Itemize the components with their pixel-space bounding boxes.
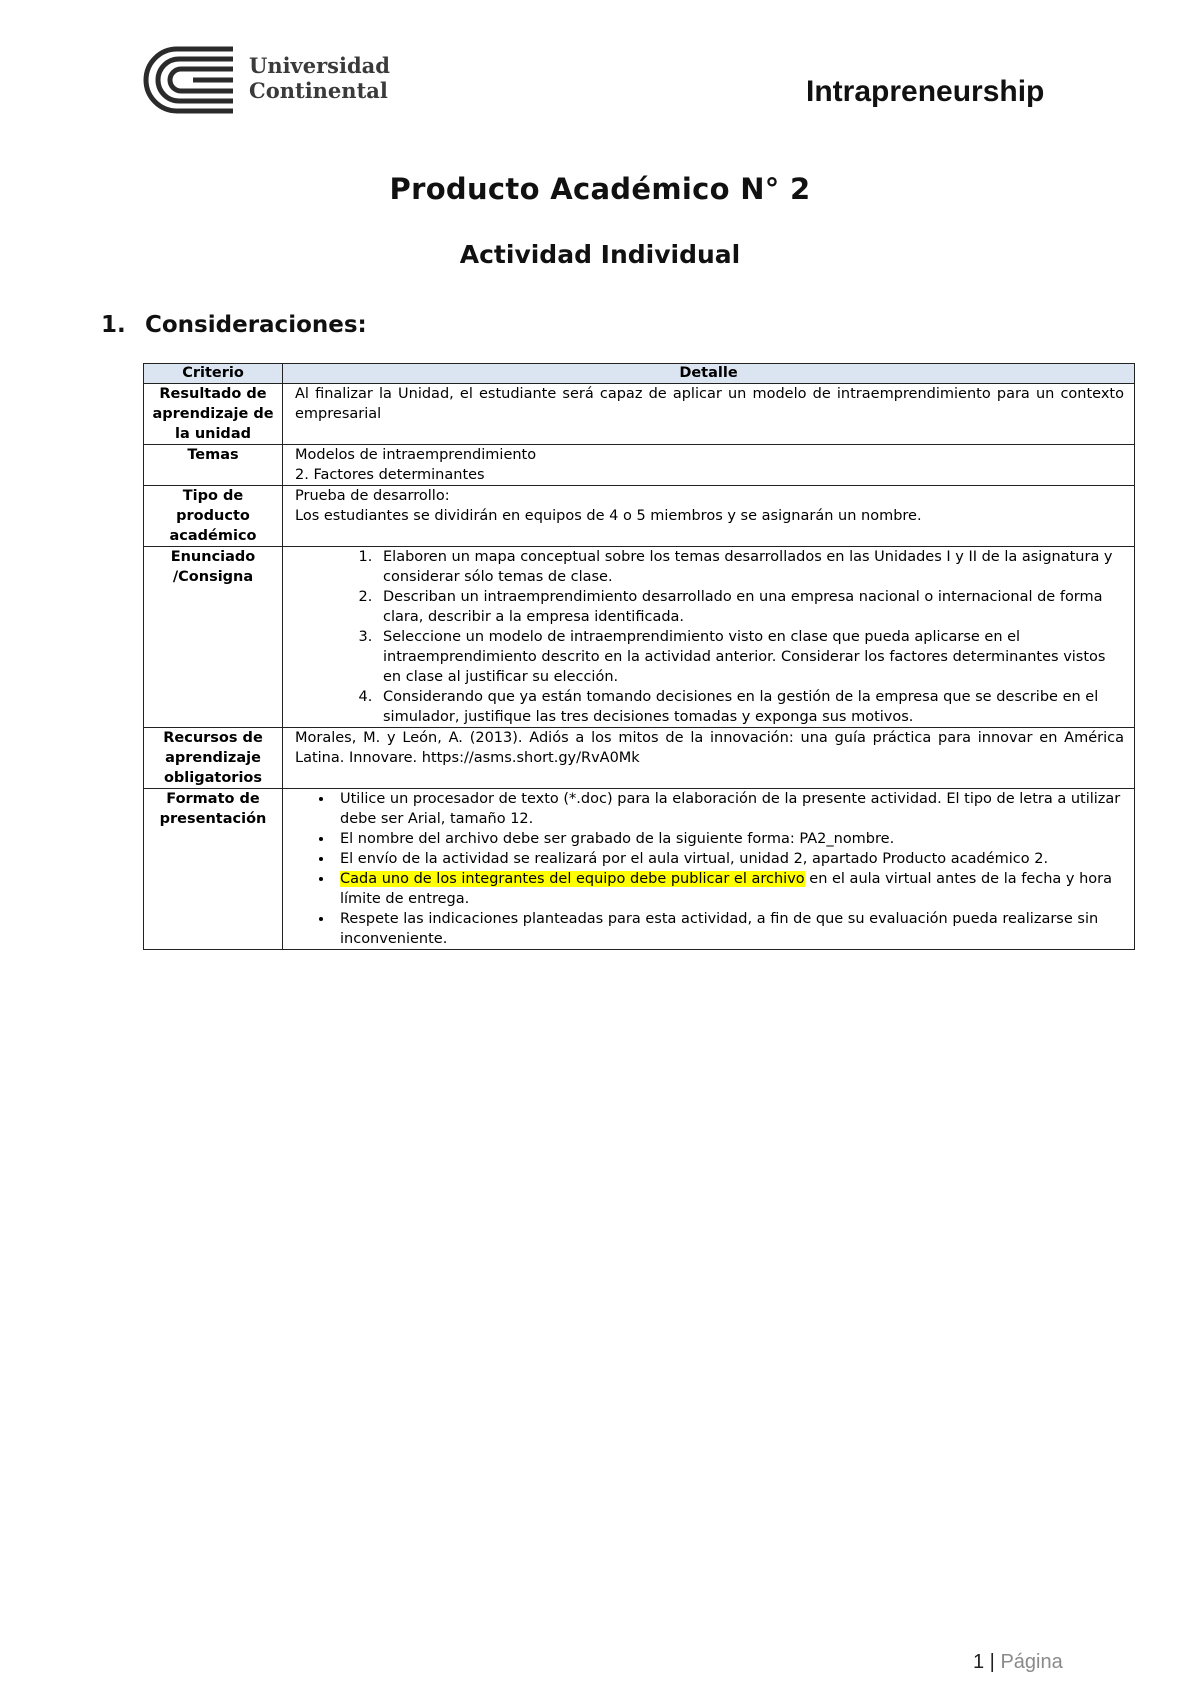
criterio-cell: Recursos de aprendizaje obligatorios (144, 728, 283, 789)
criterio-cell: Temas (144, 445, 283, 486)
footer-separator: | (984, 1651, 1001, 1673)
criterio-cell: Resultado de aprendizaje de la unidad (144, 384, 283, 445)
highlighted-text: Cada uno de los integrantes del equipo debe publicar el archivo (340, 871, 805, 887)
page-footer (973, 1651, 1063, 1674)
format-item (334, 869, 1124, 909)
table-row (144, 486, 1135, 547)
instruction-item: 3. Seleccione un modelo de intraemprendimiento visto en clase que pueda aplicarse en el intraemprendimiento descrito en la actividad anterior. Considerar los factores determinantes vistos en clase al justificar su elección. (377, 627, 1124, 687)
format-item: • Utilice un procesador de texto (*.doc) para la elaboración de la presente actividad. El tipo de letra a utilizar debe ser Arial, tamaño 12. (334, 789, 1124, 829)
detalle-line: Prueba de desarrollo: (295, 488, 450, 504)
table-row (144, 789, 1135, 950)
detalle-line: Modelos de intraemprendimiento (295, 447, 537, 463)
continental-logo-icon (143, 45, 239, 115)
university-logo (143, 45, 403, 115)
instruction-item: 4. Considerando que ya están tomando decisiones en la gestión de la empresa que se describe en el simulador, justifique las tres decisiones tomadas y exponga sus motivos. (377, 687, 1124, 727)
criteria-table (143, 363, 1135, 950)
document-subtitle: Actividad Individual (459, 240, 741, 269)
instruction-item: 2. Describan un intraemprendimiento desarrollado en una empresa nacional o internacional de forma clara, describir a la empresa identificada. (377, 587, 1124, 627)
format-item: • El nombre del archivo debe ser grabado de la siguiente forma: PA2_nombre. (334, 829, 1124, 849)
format-item-text: en el aula virtual antes de la fecha y hora límite de entrega. (340, 871, 1113, 907)
detalle-cell: Morales, M. y León, A. (2013). Adiós a los mitos de la innovación: una guía práctica para innovar en América Latina. Innovare. https://asms.short.gy/RvA0Mk (283, 728, 1135, 789)
column-header-criterio: Criterio (144, 364, 283, 384)
criterio-cell: Tipo de producto académico (144, 486, 283, 547)
table-row (144, 728, 1135, 789)
detalle-cell: Al finalizar la Unidad, el estudiante será capaz de aplicar un modelo de intraemprendimiento para un contexto empresarial (283, 384, 1135, 445)
table-row (144, 547, 1135, 728)
instruction-item: 1. Elaboren un mapa conceptual sobre los temas desarrollados en las Unidades I y II de la asignatura y considerar sólo temas de clase. (377, 547, 1124, 587)
instruction-list (295, 547, 1124, 727)
detalle-line: Los estudiantes se dividirán en equipos de 4 o 5 miembros y se asignarán un nombre. (295, 508, 922, 524)
column-header-detalle: Detalle (283, 364, 1135, 384)
detalle-cell (283, 789, 1135, 950)
page-number: 1 (973, 1651, 985, 1673)
logo-wordmark (249, 53, 390, 103)
logo-line-1: Universidad (249, 53, 390, 78)
page-word: Página (1000, 1651, 1063, 1673)
course-title: Intrapreneurship (806, 75, 1045, 108)
logo-line-2: Continental (249, 78, 388, 103)
format-list (295, 789, 1124, 949)
section-heading (101, 312, 367, 338)
detalle-cell (283, 486, 1135, 547)
detalle-cell (283, 547, 1135, 728)
section-title: Consideraciones: (145, 312, 367, 338)
detalle-line: 2. Factores determinantes (295, 467, 485, 483)
format-item: • Respete las indicaciones planteadas para esta actividad, a fin de que su evaluación pueda realizarse sin inconveniente. (334, 909, 1124, 949)
criterio-cell: Enunciado /Consigna (144, 547, 283, 728)
detalle-cell (283, 445, 1135, 486)
table-row (144, 445, 1135, 486)
table-header-row (144, 364, 1135, 384)
format-item: • El envío de la actividad se realizará por el aula virtual, unidad 2, apartado Producto académico 2. (334, 849, 1124, 869)
table-row (144, 384, 1135, 445)
section-number: 1. (101, 312, 126, 338)
criterio-cell: Formato de presentación (144, 789, 283, 950)
document-title: Producto Académico N° 2 (389, 172, 811, 206)
